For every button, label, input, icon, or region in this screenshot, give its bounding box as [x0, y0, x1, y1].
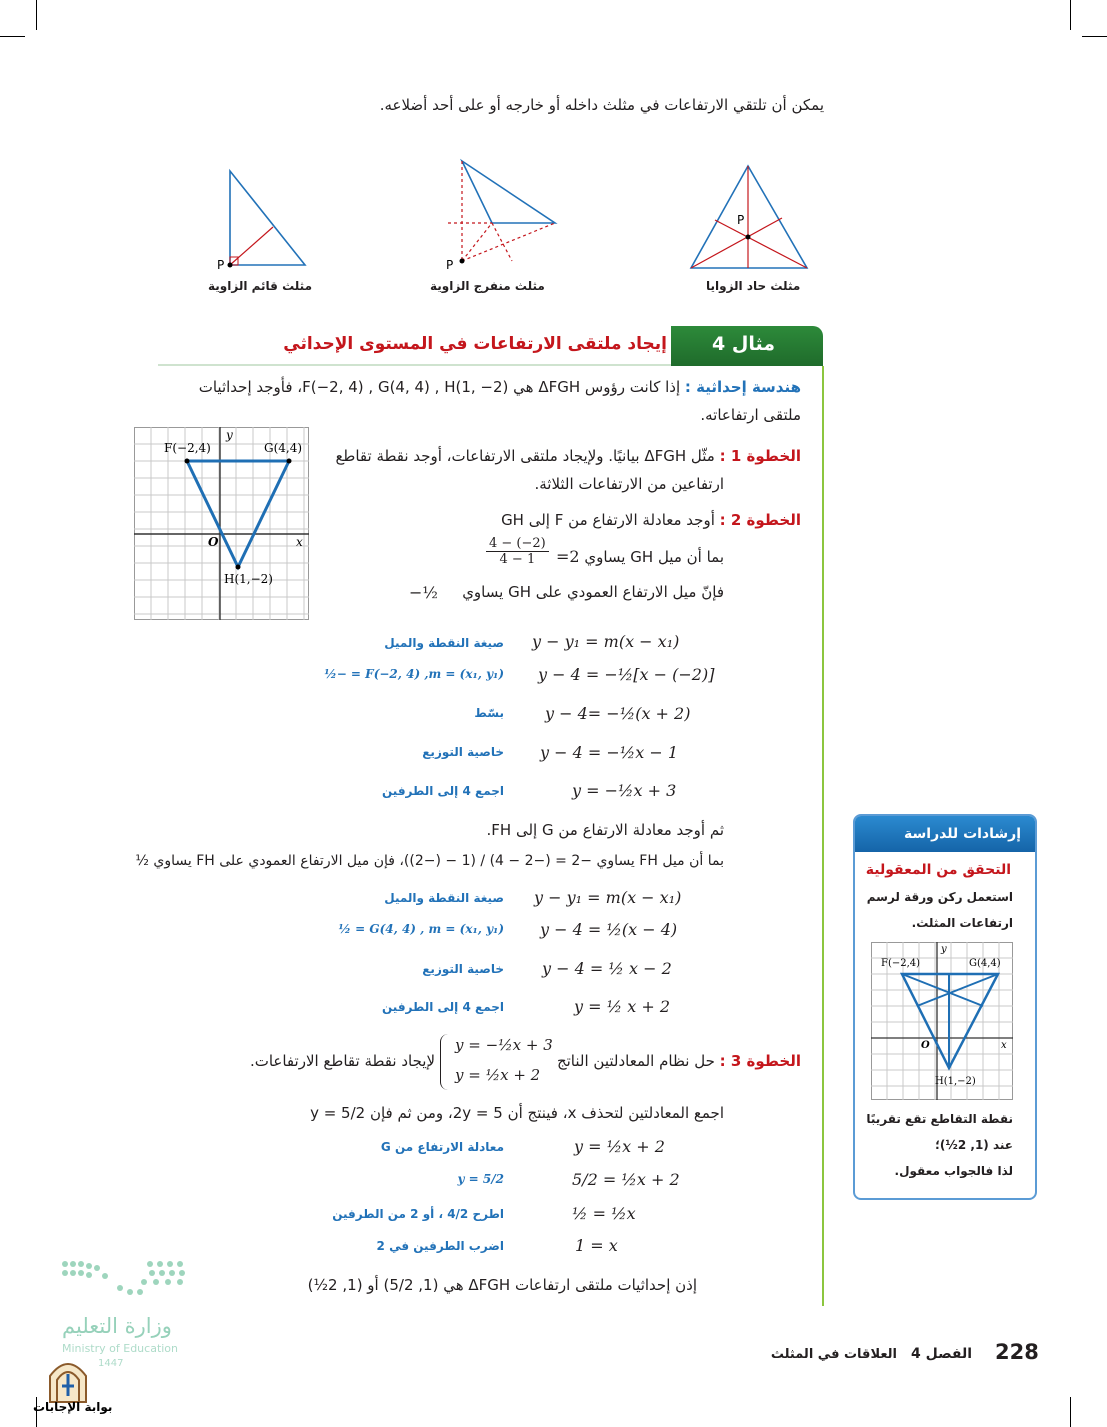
block1-note-3: خاصية التوزيع: [422, 745, 504, 759]
acute-caption: مثلث حاد الزوايا: [706, 279, 801, 293]
step1-line: [335, 447, 801, 465]
example-header: [158, 326, 823, 368]
ministry-name-ar: وزارة التعليم: [62, 1314, 172, 1338]
block2-note-3: اجمع 4 إلى الطرفين: [382, 1000, 504, 1014]
block2-eq-0: y − y₁ = m(x − x₁): [534, 888, 682, 907]
system-brace: [440, 1034, 451, 1090]
slope-gh-numerator: 4 − (−2): [486, 536, 549, 552]
obtuse-point-label: P: [446, 258, 454, 272]
crop-mark: [1082, 36, 1107, 37]
obtuse-caption: مثلث منفرج الزاوية: [430, 279, 545, 293]
intro-text: يمكن أن تلتقي الارتفاعات في مثلث داخله أو خارجه أو على أحد أضلاعه.: [379, 96, 824, 114]
x-axis-label: x: [296, 535, 303, 549]
sidebar-h-label: H(1,−2): [935, 1076, 976, 1087]
step3-text-2: لإيجاد نقطة تقاطع الارتفاعات.: [249, 1052, 435, 1070]
sidebar-text-2: ارتفاعات المثلث.: [911, 916, 1013, 930]
block3-note-3: اضرب الطرفين في 2: [376, 1239, 504, 1253]
block2-eq-2: y − 4 = ½ x − 2: [542, 959, 672, 978]
page-number: 228: [995, 1340, 1039, 1364]
slope-fh-text: بما أن ميل FH يساوي −2 = (−2 − 4) / (1 − (−2))، فإن ميل الارتفاع العمودي على FH يساوي ½: [135, 853, 724, 869]
chapter-title: العلاقات في المثلث: [770, 1347, 897, 1362]
block1-note-2: بسّط: [474, 706, 504, 720]
block1-note-4: اجمع 4 إلى الطرفين: [382, 784, 504, 798]
sidebar-text-5: لذا فالجواب معقول.: [894, 1164, 1013, 1178]
obtuse-triangle-figure: [440, 155, 565, 275]
step2-text: أوجد معادلة الارتفاع من F إلى GH: [501, 511, 715, 529]
example-tab: مثال 4: [671, 326, 823, 366]
ministry-logo-dots: [60, 1258, 190, 1303]
step2-line: [501, 511, 801, 529]
sidebar-x-label: x: [1001, 1040, 1007, 1051]
block1-note-1: (x₁, y₁) = F(−2, 4) ,m = −½: [324, 667, 504, 681]
step1-tag: الخطوة 1 :: [719, 447, 801, 465]
vertex-h-label: H(1,−2): [224, 572, 273, 586]
conclusion-text: إذن إحداثيات ملتقى ارتفاعات ΔFGH هي (1, 5/2) أو (1, 2½): [307, 1276, 697, 1294]
step1-text-2: ارتفاعين من الارتفاعات الثلاثة.: [534, 475, 724, 493]
block2-eq-3: y = ½ x + 2: [574, 997, 670, 1016]
block3-note-2: اطرح 4/2 ، أو 2 من الطرفين: [332, 1207, 504, 1221]
system-eq-2: y = ½x + 2: [455, 1066, 541, 1084]
vertex-f-label: F(−2,4): [164, 441, 211, 455]
block1-eq-4: y = −½x + 3: [572, 781, 677, 800]
block1-note-0: صيغة النقطة والميل: [384, 636, 504, 650]
sidebar-text-3: نقطة التقاطع تقع تقريبًا: [866, 1112, 1013, 1126]
crop-mark: [1070, 0, 1071, 30]
crop-mark: [0, 36, 25, 37]
perp-gh-text: فإنّ ميل الارتفاع العمودي على GH يساوي: [462, 583, 724, 601]
portal-logo-icon: [44, 1352, 92, 1404]
block2-eq-1: y − 4 = ½(x − 4): [540, 920, 678, 939]
block2-note-1: (x₁, y₁) = G(4, 4) , m = ½: [338, 922, 504, 936]
crop-mark: [1070, 1397, 1071, 1427]
block1-eq-2: y − 4= −½(x + 2): [545, 704, 691, 723]
step1-text: مثّل ΔFGH بيانيًا. ولإيجاد ملتقى الارتفاعات، أوجد نقطة تقاطع: [335, 447, 715, 465]
header-rule: [158, 364, 673, 366]
right-triangle-figure: [215, 165, 315, 275]
block3-eq-0: y = ½x + 2: [574, 1137, 665, 1156]
crop-mark: [36, 0, 37, 30]
step3-tag: الخطوة 3 :: [719, 1052, 801, 1070]
problem-line: [199, 378, 801, 396]
block3-eq-1: 5/2 = ½x + 2: [572, 1170, 680, 1189]
example-title: إيجاد ملتقى الارتفاعات في المستوى الإحداثي: [283, 334, 667, 354]
block3-note-1: y = 5/2: [457, 1172, 504, 1186]
block1-eq-3: y − 4 = −½x − 1: [540, 743, 679, 762]
sidebar-text-4: عند (1, 2½)؛: [935, 1138, 1013, 1152]
ministry-year: 1447: [98, 1358, 124, 1369]
slope-gh-value: =2: [556, 547, 580, 566]
system-eq-1: y = −½x + 3: [455, 1036, 553, 1054]
sidebar-g-label: G(4,4): [969, 958, 1001, 969]
sidebar-subheader: التحقق من المعقولية: [865, 862, 1011, 878]
block2-note-0: صيغة النقطة والميل: [384, 891, 504, 905]
block3-eq-2: ½ = ½x: [572, 1204, 636, 1223]
sidebar-y-label: y: [941, 944, 947, 955]
vertex-g-label: G(4,4): [264, 441, 303, 455]
perp-gh-value: −½: [409, 583, 438, 602]
sidebar-header: إرشادات للدراسة: [855, 816, 1035, 852]
sidebar-origin-label: O: [921, 1040, 930, 1051]
origin-label: O: [208, 535, 219, 549]
study-tips-sidebar: [853, 814, 1037, 1200]
then-text: ثم أوجد معادلة الارتفاع من G إلى FH.: [486, 821, 724, 839]
acute-triangle-figure: [685, 160, 815, 275]
acute-point-label: P: [737, 213, 745, 227]
step3-text: حل نظام المعادلتين الناتج: [556, 1052, 715, 1070]
problem-tag: هندسة إحداثية :: [684, 378, 801, 396]
problem-text: إذا كانت رؤوس ΔFGH هي F(−2, 4) , G(4, 4) , H(1, −2)، فأوجد إحداثيات: [198, 378, 681, 396]
ministry-name-en: Ministry of Education: [62, 1342, 179, 1355]
fgh-graph: [134, 427, 309, 620]
combine-text: اجمع المعادلتين لتحذف x، فينتج أن 2y = 5، ومن ثم فإن y = 5/2: [310, 1104, 724, 1122]
problem-text-2: ملتقى ارتفاعاته.: [700, 406, 801, 424]
block3-note-0: معادلة الارتفاع من G: [380, 1140, 504, 1154]
block1-eq-1: y − 4 = −½[x − (−2)]: [538, 665, 715, 684]
portal-name: بوابة الإجابات: [33, 1400, 113, 1414]
block3-eq-3: 1 = x: [575, 1236, 618, 1255]
y-axis-label: y: [226, 428, 233, 442]
sidebar-graph: [871, 942, 1013, 1100]
sidebar-text-1: استعمل ركن ورقة لرسم: [866, 890, 1013, 904]
example-margin-line: [822, 366, 824, 1306]
slope-gh-text: بما أن ميل GH يساوي: [584, 548, 724, 566]
step2-tag: الخطوة 2 :: [719, 511, 801, 529]
right-point-label: P: [217, 258, 225, 272]
step3-line: [557, 1052, 801, 1070]
slope-gh-denominator: 4 − 1: [499, 552, 536, 567]
block2-note-2: خاصية التوزيع: [422, 962, 504, 976]
chapter-label: الفصل 4: [910, 1346, 972, 1362]
block1-eq-0: y − y₁ = m(x − x₁): [532, 632, 680, 651]
right-caption: مثلث قائم الزاوية: [208, 279, 313, 293]
slope-gh-fraction: [486, 536, 549, 567]
sidebar-f-label: F(−2,4): [881, 958, 921, 969]
